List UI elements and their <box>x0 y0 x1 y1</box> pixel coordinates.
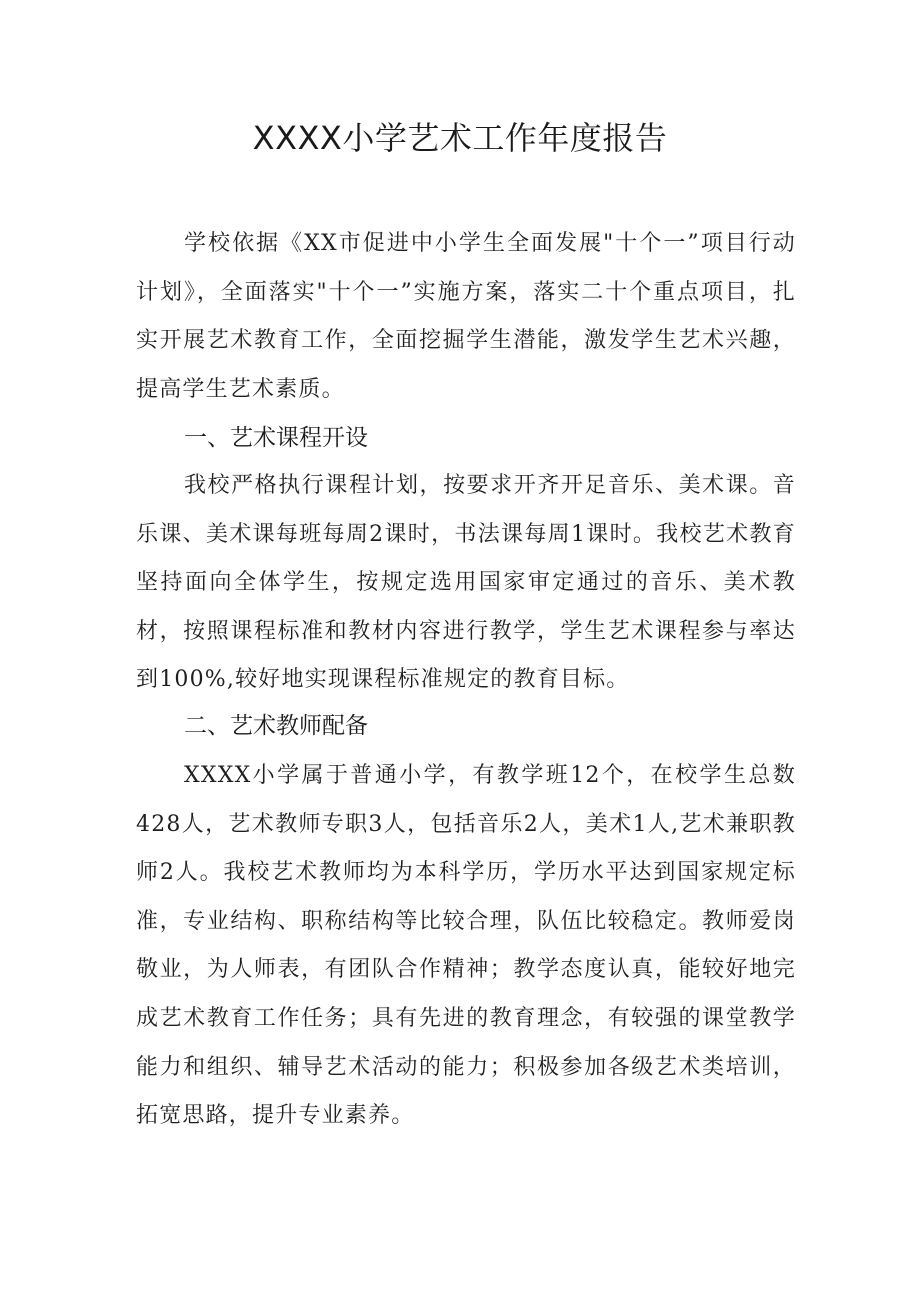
document-title: XXXX小学艺术工作年度报告 <box>252 119 668 157</box>
section-body-teachers: XXXX小学属于普通小学，有教学班12个，在校学生总数428人，艺术教师专职3人，包括音乐2人，美术1人,艺术兼职教师2人。我校艺术教师均为本科学历，学历水平达到国家规定标准，专业结构、职称结构等比较合理，队伍比较稳定。教师爱岗敬业，为人师表，有团队合作精神；教学态度认真，能较好地完成艺术教育工作任务；具有先进的教育理念，有较强的课堂教学能力和组织、辅导艺术活动的能力；积极参加各级艺术类培训，拓宽思路，提升专业素养。 <box>136 763 796 1129</box>
intro-paragraph: 学校依据《XX市促进中小学生全面发展"十个一”项目行动计划》，全面落实"十个一”实施方案，落实二十个重点项目，扎实开展艺术教育工作，全面挖掘学生潜能，激发学生艺术兴趣，提高学生艺术素质。 <box>136 231 796 402</box>
section-heading-courses: 一、艺术课程开设 <box>184 425 368 451</box>
section-heading-teachers: 二、艺术教师配备 <box>184 713 368 739</box>
section-body-courses: 我校严格执行课程计划，按要求开齐开足音乐、美术课。音乐课、美术课每班每周2课时，书法课每周1课时。我校艺术教育坚持面向全体学生，按规定选用国家审定通过的音乐、美术教材，按照课程标准和教材内容进行教学，学生艺术课程参与率达到100%,较好地实现课程标准规定的教育目标。 <box>136 473 796 693</box>
